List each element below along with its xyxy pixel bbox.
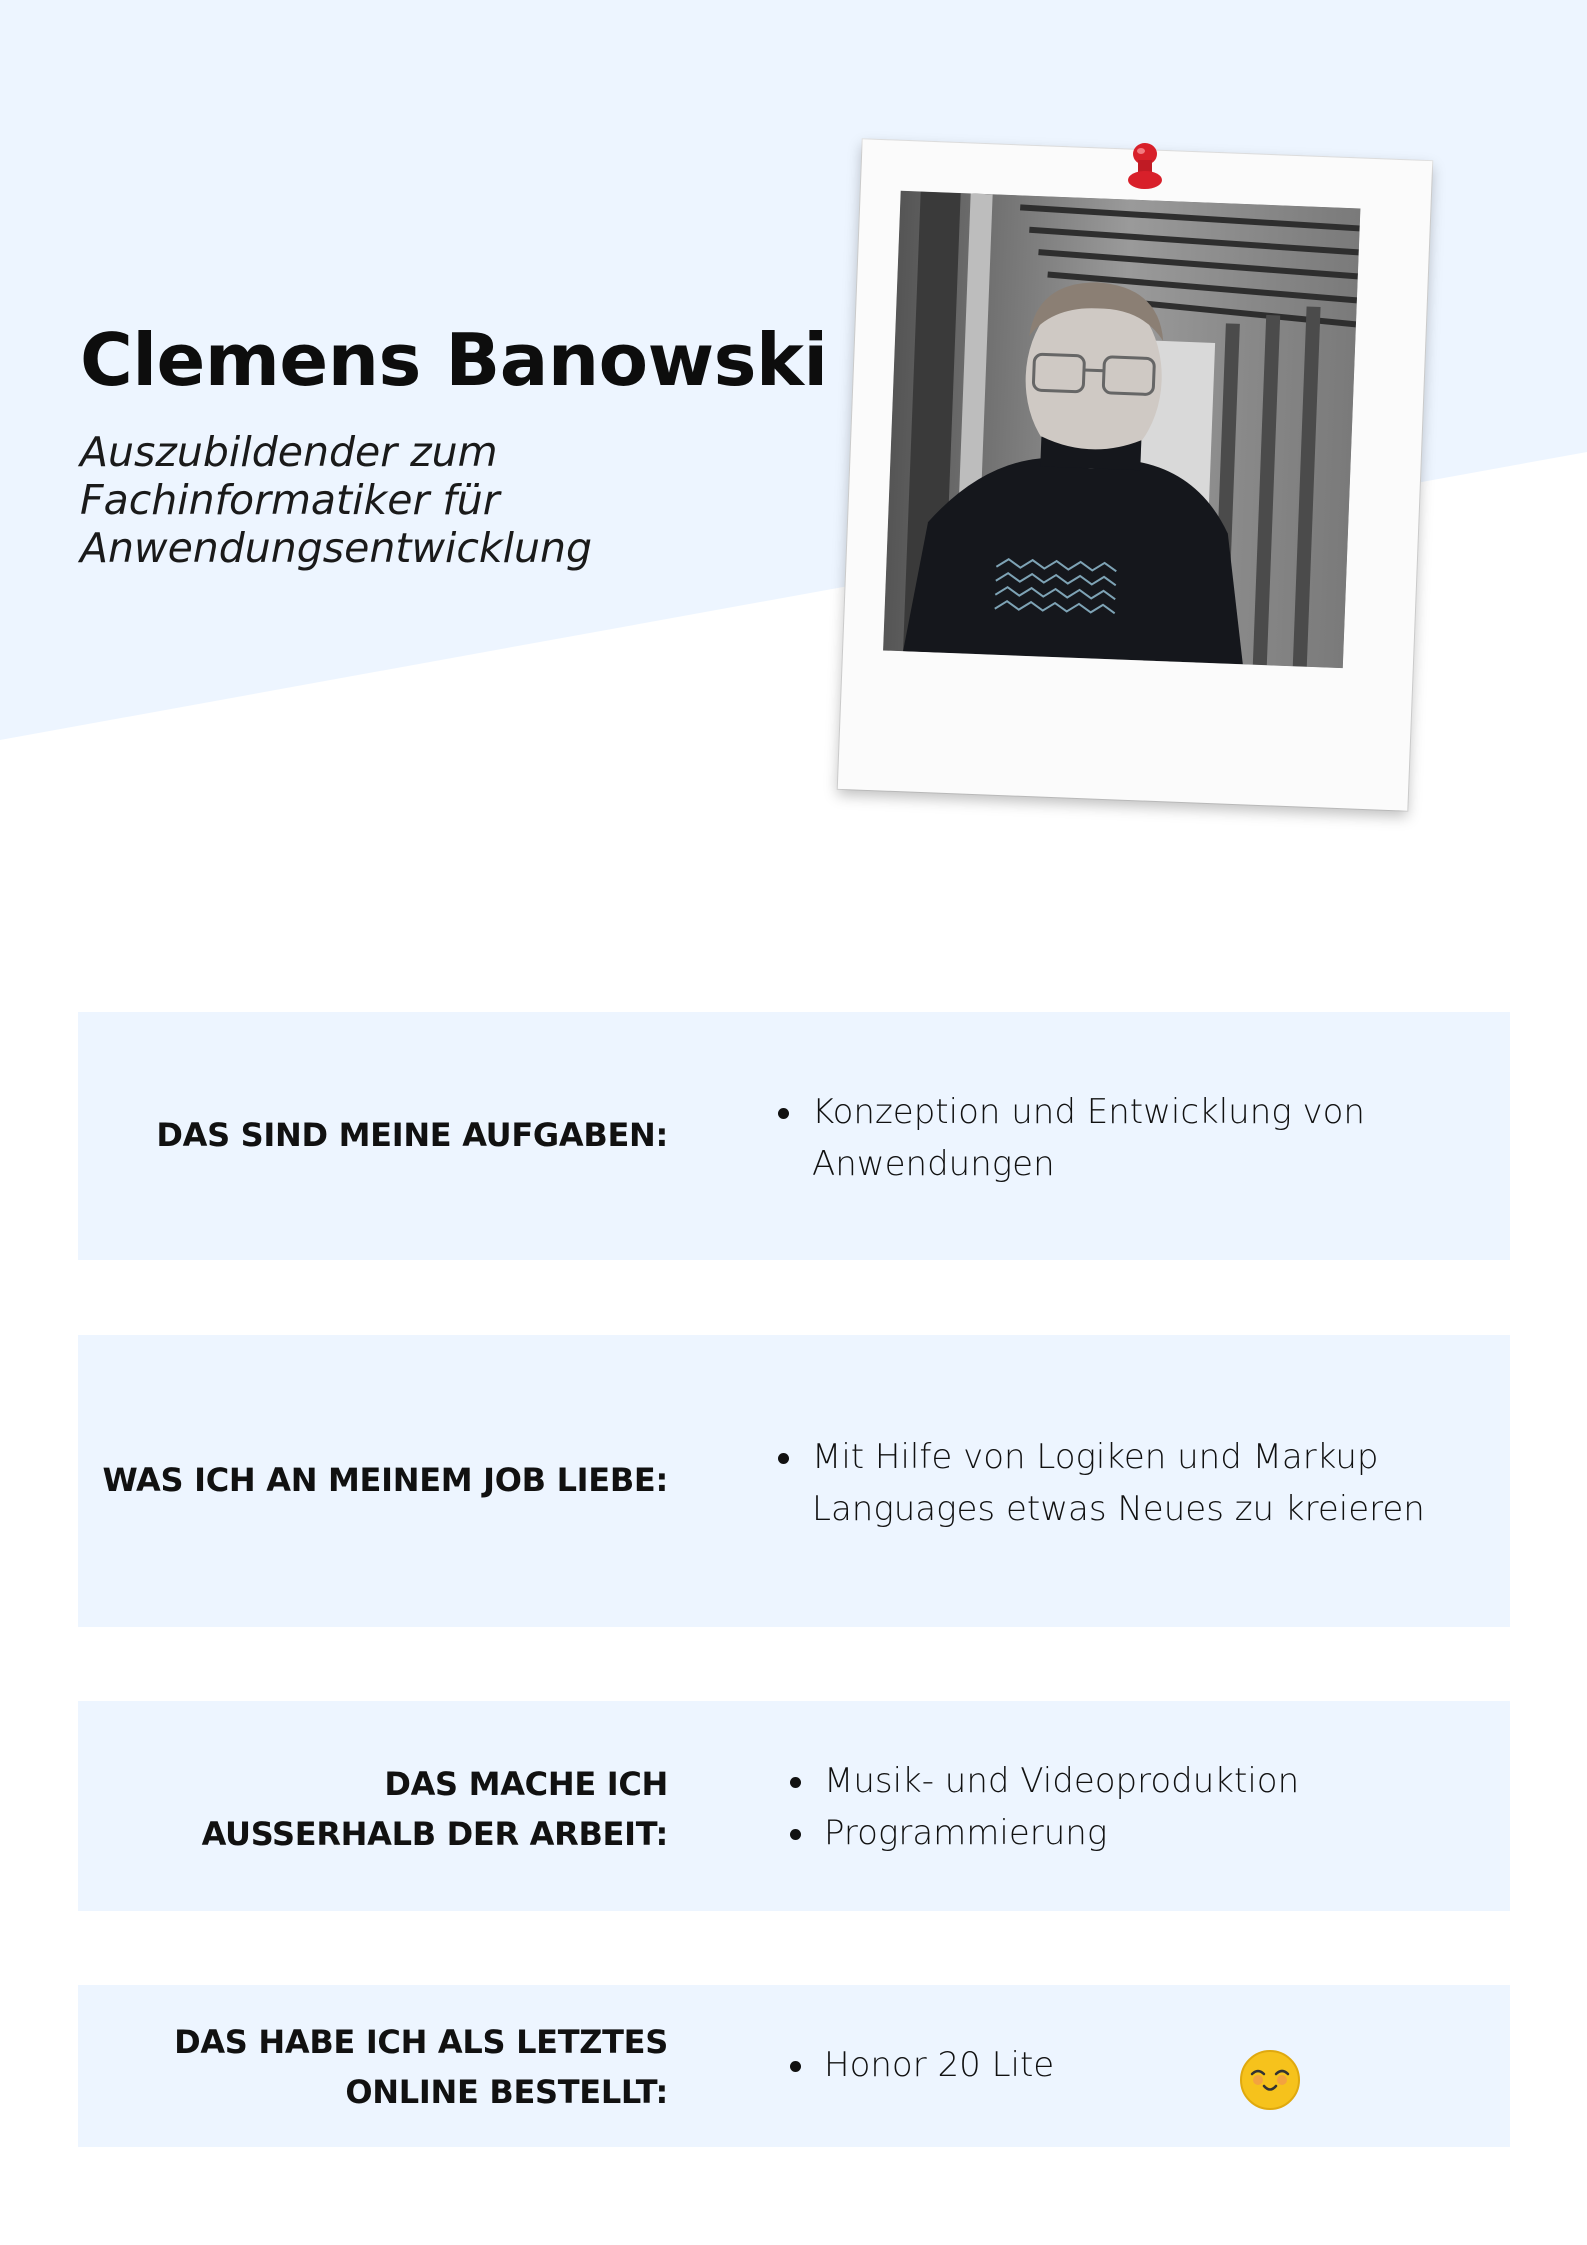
bullet [778,1108,789,1119]
bullet [778,1453,789,1464]
section-label [202,1759,668,1859]
list-item [778,1086,1365,1190]
list-item-line: Mit Hilfe von Logiken und Markup [812,1437,1379,1477]
section-job-love [78,1335,1510,1627]
section-label-line: WAS ICH AN MEINEM JOB LIEBE: [102,1461,668,1499]
list-item-line: Konzeption und Entwicklung von [812,1092,1365,1132]
section-label [174,2017,668,2117]
bullet [790,1829,801,1840]
job-title-line: Fachinformatiker für [80,476,500,524]
job-title-line: Anwendungsentwicklung [80,524,593,572]
section-label-line: ONLINE BESTELLT: [345,2073,668,2111]
section-label-line: DAS SIND MEINE AUFGABEN: [156,1116,668,1154]
job-title-line: Auszubildender zum [80,428,498,476]
section-list [778,1431,1425,1535]
section-label-line: DAS HABE ICH ALS LETZTES [174,2023,668,2061]
push-pin-icon [1120,140,1170,210]
list-item-line: Programmierung [824,1813,1108,1853]
polaroid-frame [838,139,1433,810]
list-item-line: Languages etwas Neues zu kreieren [812,1489,1425,1529]
section-list [790,1755,1299,1859]
photo-illustration [883,191,1360,668]
smiling-face-icon [1238,2048,1302,2112]
section-list [778,1086,1365,1190]
section-tasks [78,1012,1510,1260]
section-label [156,1110,668,1160]
list-item [790,1807,1299,1859]
list-item-line: Musik- und Videoproduktion [824,1761,1300,1801]
list-item [790,1755,1299,1807]
profile-photo [883,191,1360,668]
section-label-line: DAS MACHE ICH [384,1765,668,1803]
section-list [790,2039,1054,2091]
list-item-line: Honor 20 Lite [824,2045,1055,2085]
section-label [103,1455,669,1505]
job-title [80,428,720,572]
list-item-line: Anwendungen [812,1144,1055,1184]
bullet [790,1777,801,1788]
section-hobbies [78,1701,1510,1911]
person-name: Clemens Banowski [80,318,828,402]
bullet [790,2061,801,2072]
section-label-line: AUSSERHALB DER ARBEIT: [201,1815,668,1853]
list-item [790,2039,1054,2091]
list-item [778,1431,1425,1535]
